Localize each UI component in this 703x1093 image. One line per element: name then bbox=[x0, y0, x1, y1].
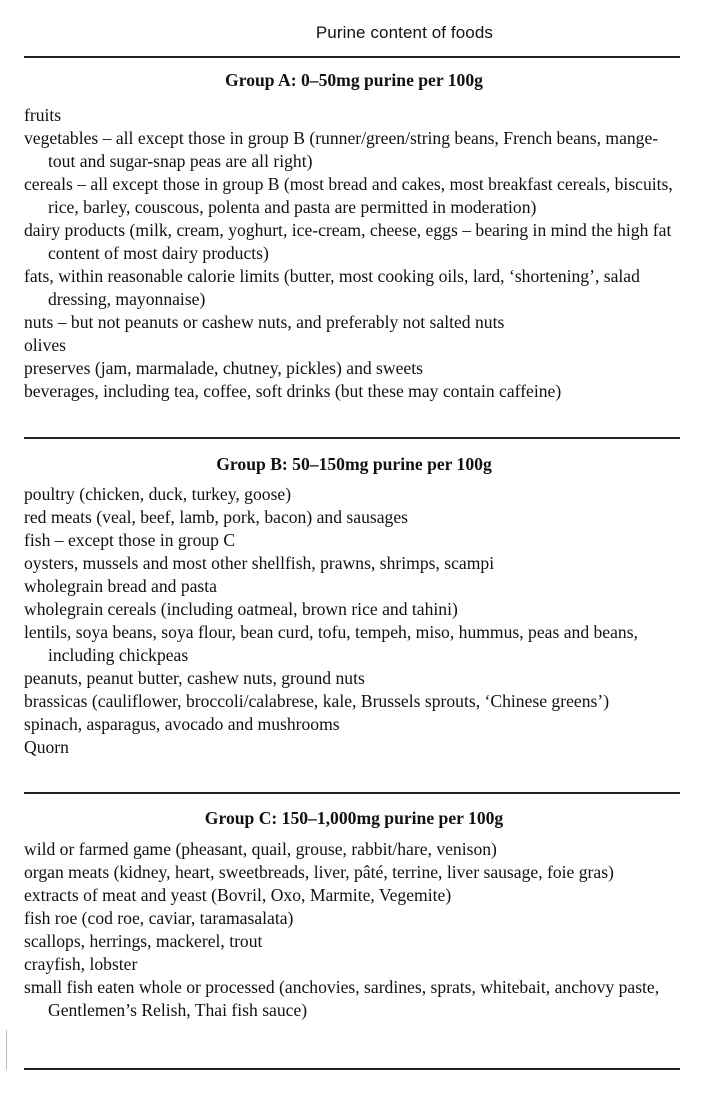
list-item: vegetables – all except those in group B (runner/green/string beans, French beans, mange-tout and sugar-snap peas are all right) bbox=[24, 128, 659, 171]
group-b-list bbox=[24, 483, 684, 759]
list-item: poultry (chicken, duck, turkey, goose) bbox=[24, 484, 292, 504]
group-b-section bbox=[24, 453, 684, 759]
list-item: brassicas (cauliflower, broccoli/calabrese, kale, Brussels sprouts, ‘Chinese greens’) bbox=[24, 691, 610, 711]
list-item: peanuts, peanut butter, cashew nuts, ground nuts bbox=[24, 668, 365, 688]
list-item: crayfish, lobster bbox=[24, 954, 138, 974]
page-header: Purine content of foods bbox=[315, 23, 493, 42]
list-item: olives bbox=[24, 335, 67, 355]
list-item: Quorn bbox=[24, 737, 69, 757]
list-item: beverages, including tea, coffee, soft drinks (but these may contain caffeine) bbox=[24, 381, 562, 401]
list-item: fruits bbox=[24, 105, 62, 125]
group-a-list bbox=[24, 104, 684, 403]
list-item: scallops, herrings, mackerel, trout bbox=[24, 931, 263, 951]
list-item: preserves (jam, marmalade, chutney, pickles) and sweets bbox=[24, 358, 423, 378]
list-item: wholegrain cereals (including oatmeal, brown rice and tahini) bbox=[24, 599, 458, 619]
group-c-heading: Group C: 150–1,000mg purine per 100g bbox=[204, 808, 504, 828]
list-item: lentils, soya beans, soya flour, bean curd, tofu, tempeh, miso, hummus, peas and beans, including chickpeas bbox=[24, 622, 638, 665]
list-item: wild or farmed game (pheasant, quail, grouse, rabbit/hare, venison) bbox=[24, 839, 497, 859]
list-item: spinach, asparagus, avocado and mushrooms bbox=[24, 714, 340, 734]
scan-margin-mark bbox=[6, 1030, 7, 1070]
group-c-section bbox=[24, 807, 684, 1022]
group-a-heading: Group A: 0–50mg purine per 100g bbox=[225, 70, 483, 90]
list-item: extracts of meat and yeast (Bovril, Oxo, Marmite, Vegemite) bbox=[24, 885, 452, 905]
list-item: fats, within reasonable calorie limits (butter, most cooking oils, lard, ‘shortening’, salad dressing, mayonnaise) bbox=[24, 266, 640, 309]
group-c-list bbox=[24, 838, 684, 1022]
list-item: nuts – but not peanuts or cashew nuts, and preferably not salted nuts bbox=[24, 312, 505, 332]
group-a-section bbox=[24, 69, 684, 403]
group-b-heading: Group B: 50–150mg purine per 100g bbox=[216, 454, 492, 474]
list-item: wholegrain bread and pasta bbox=[24, 576, 217, 596]
divider-rule bbox=[24, 437, 680, 439]
list-item: dairy products (milk, cream, yoghurt, ice-cream, cheese, eggs – bearing in mind the high fat content of most dairy products) bbox=[24, 220, 672, 263]
divider-rule bbox=[24, 792, 680, 794]
list-item: oysters, mussels and most other shellfish, prawns, shrimps, scampi bbox=[24, 553, 495, 573]
list-item: small fish eaten whole or processed (anchovies, sardines, sprats, whitebait, anchovy paste, Gentlemen’s Relish, Thai fish sauce) bbox=[24, 977, 660, 1020]
bottom-rule bbox=[24, 1068, 680, 1070]
list-item: fish roe (cod roe, caviar, taramasalata) bbox=[24, 908, 294, 928]
top-rule bbox=[24, 56, 680, 58]
list-item: cereals – all except those in group B (most bread and cakes, most breakfast cereals, biscuits, rice, barley, couscous, polenta and pasta are permitted in moderation) bbox=[24, 174, 673, 217]
list-item: fish – except those in group C bbox=[24, 530, 236, 550]
list-item: organ meats (kidney, heart, sweetbreads, liver, pâté, terrine, liver sausage, foie gras) bbox=[24, 862, 614, 882]
list-item: red meats (veal, beef, lamb, pork, bacon) and sausages bbox=[24, 507, 408, 527]
